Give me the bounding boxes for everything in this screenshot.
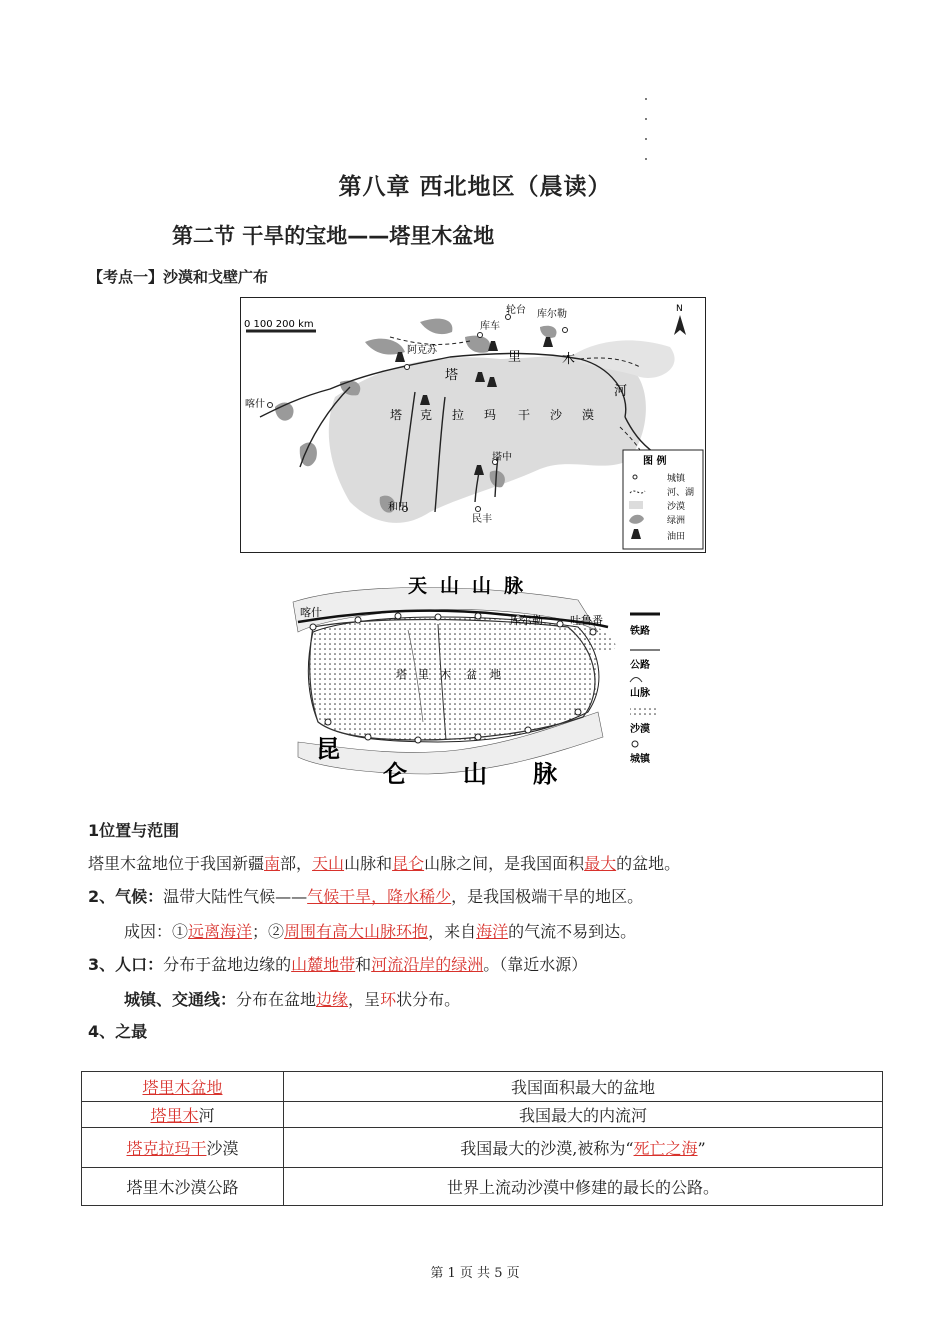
- town-kashgar: 喀什: [245, 399, 265, 410]
- river-char-3: 木: [562, 352, 576, 367]
- table-row: 塔里木河 我国最大的内流河: [82, 1102, 883, 1128]
- legend-title: 图 例: [643, 456, 667, 467]
- ans-piedmont: 山麓地带: [291, 955, 356, 974]
- ans-mountains: 周围有高大山脉环抱: [284, 922, 429, 941]
- legend-road: 公路: [630, 660, 650, 671]
- town-luntai: 轮台: [506, 305, 526, 316]
- page-footer: 第 1 页 共 5 页: [430, 1266, 520, 1281]
- desert-char-3: 拉: [452, 408, 465, 422]
- tianshan-char-4: 脉: [504, 575, 524, 597]
- town-kashgar-2: 喀什: [300, 606, 322, 619]
- town-korla: 库尔勒: [537, 309, 567, 320]
- legend-mountain: 山脉: [630, 688, 650, 699]
- ans-ocean: 海洋: [476, 922, 509, 941]
- legend-town-2: 城镇: [630, 754, 650, 765]
- legend-river: 河、湖: [667, 488, 695, 498]
- tianshan-char-3: 山: [472, 575, 492, 597]
- ans-edge: 边缘: [316, 990, 349, 1009]
- ans-ring: 环: [380, 990, 397, 1009]
- kaodian-heading: 【考点一】沙漠和戈壁广布: [88, 268, 269, 286]
- ans-largest: 最大: [584, 854, 617, 873]
- kunlun-char-1: 昆: [316, 735, 340, 763]
- s2-line: 2、气候：温带大陆性气候——气候干旱，降水稀少，是我国极端干旱的地区。: [88, 887, 644, 906]
- ans-south: 南: [264, 854, 281, 873]
- legend-oasis: 绿洲: [667, 516, 686, 526]
- legend-town-symbol: [632, 741, 638, 747]
- scale-label: 0 100 200 km: [244, 319, 314, 330]
- tianshan-char-1: 天: [408, 575, 428, 597]
- table-row: 塔克拉玛干沙漠 我国最大的沙漠,被称为“死亡之海”: [82, 1128, 883, 1168]
- town-turpan: 吐鲁番: [570, 614, 603, 627]
- legend-town: 城镇: [667, 474, 686, 484]
- s1-heading: 1位置与范围: [88, 821, 180, 840]
- river-char-2: 里: [508, 350, 522, 365]
- basin-char-2: 里: [418, 668, 429, 681]
- desert-char-1: 塔: [390, 408, 403, 422]
- ans-sea-of-death: 死亡之海: [633, 1139, 698, 1158]
- basin-char-5: 地: [490, 668, 501, 681]
- legend-desert-symbol: [630, 706, 656, 716]
- basin-char-1: 塔: [396, 668, 407, 681]
- north-label: N: [676, 304, 683, 314]
- superlatives-table: [81, 1071, 883, 1206]
- town-kuqa: 库车: [480, 321, 500, 332]
- kunlun-char-3: 山: [463, 760, 487, 788]
- tarim-basin-map: [278, 572, 672, 794]
- desert-char-7: 漠: [582, 408, 595, 422]
- section-title: 第二节 干旱的宝地——塔里木盆地: [172, 224, 495, 248]
- town-aksu: 阿克苏: [407, 345, 437, 356]
- river-char-4: 河: [614, 384, 628, 399]
- table-row: 塔里木盆地 我国面积最大的盆地: [82, 1072, 883, 1102]
- ans-oasis: 河流沿岸的绿洲: [371, 955, 484, 974]
- town-korla-2: 库尔勒: [510, 614, 543, 627]
- legend-oilfield: 油田: [667, 532, 686, 542]
- desert-char-4: 玛: [484, 408, 497, 422]
- town-tazhong: 塔中: [492, 452, 512, 463]
- tarim-river-map: [240, 297, 706, 553]
- ans-kunlun: 昆仑: [392, 854, 425, 873]
- tianshan-char-2: 山: [440, 575, 460, 597]
- town-hotan: 和田: [388, 502, 408, 513]
- desert-char-5: 干: [518, 408, 531, 422]
- legend-railway: 铁路: [630, 626, 650, 637]
- s2-cause-line: 成因：①远离海洋；②周围有高大山脉环抱，来自海洋的气流不易到达。: [124, 922, 637, 941]
- s3-town-line: 城镇、交通线：分布在盆地边缘，呈环状分布。: [124, 990, 461, 1009]
- desert-char-2: 克: [420, 408, 433, 422]
- s4-heading: 4、之最: [88, 1022, 148, 1041]
- desert-char-6: 沙: [550, 408, 563, 422]
- kunlun-char-2: 仑: [383, 760, 407, 788]
- table-row: 塔里木沙漠公路 世界上流动沙漠中修建的最长的公路。: [82, 1168, 883, 1206]
- basin-char-3: 木: [440, 668, 451, 681]
- s1-line: 塔里木盆地位于我国新疆南部，天山山脉和昆仑山脉之间，是我国面积最大的盆地。: [88, 854, 681, 873]
- river-char-1: 塔: [445, 368, 459, 383]
- decorative-dots: [645, 98, 651, 178]
- kunlun-char-4: 脉: [533, 760, 557, 788]
- ans-climate: 气候干旱，降水稀少: [307, 887, 452, 906]
- ans-tianshan: 天山: [312, 854, 345, 873]
- ans-far-from-sea: 远离海洋: [188, 922, 253, 941]
- town-minfeng: 民丰: [472, 514, 492, 525]
- basin-char-4: 盆: [466, 668, 477, 681]
- s3-line: 3、人口：分布于盆地边缘的山麓地带和河流沿岸的绿洲。（靠近水源）: [88, 955, 588, 974]
- chapter-title: 第八章 西北地区（晨读）: [338, 174, 612, 200]
- legend-desert-2: 沙漠: [630, 724, 650, 735]
- legend-desert: 沙漠: [667, 502, 686, 512]
